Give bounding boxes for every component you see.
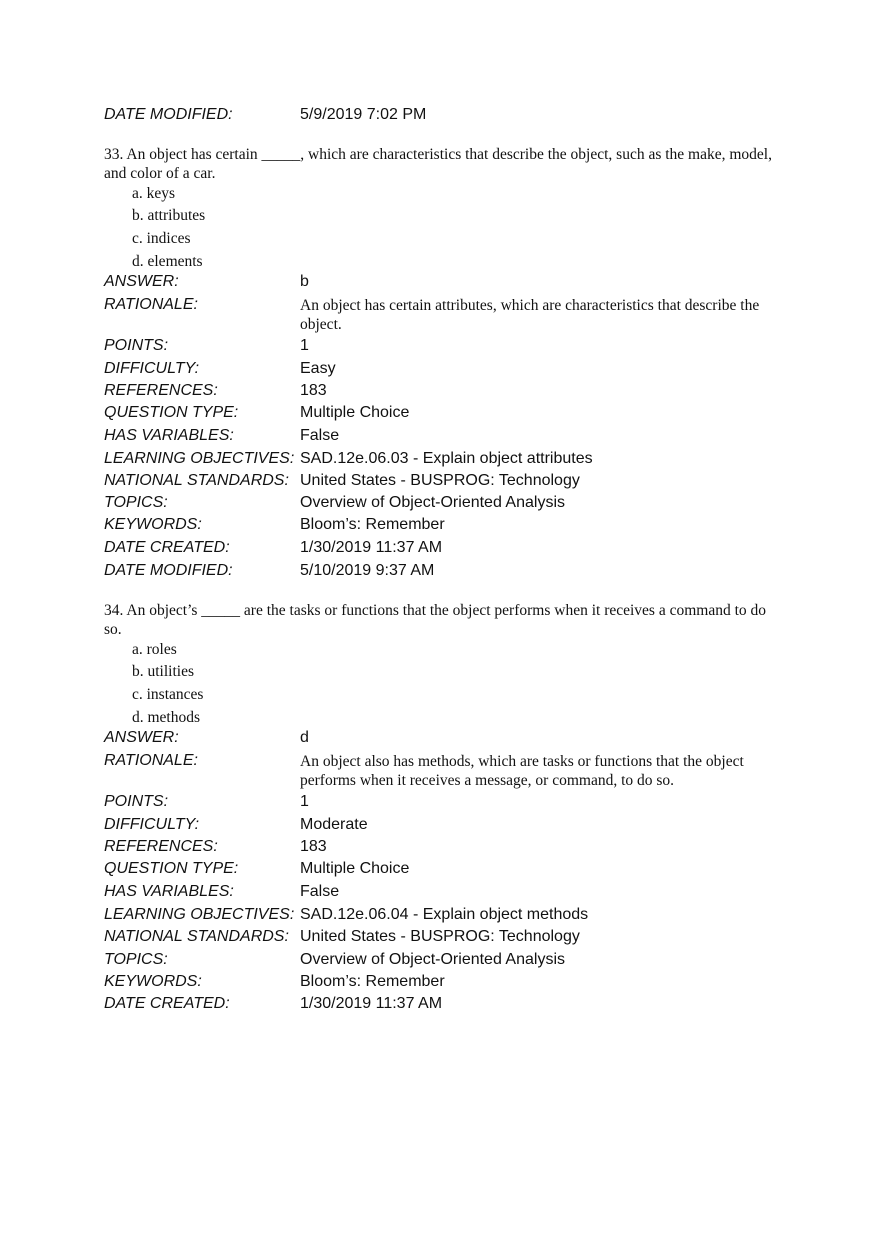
meta-value: 5/9/2019 7:02 PM — [300, 106, 427, 123]
meta-value: Multiple Choice — [300, 860, 410, 877]
meta-value: Overview of Object-Oriented Analysis — [300, 494, 565, 511]
meta-value: 1 — [300, 793, 309, 810]
meta-value: Multiple Choice — [300, 404, 410, 421]
meta-label: TOPICS: — [104, 951, 168, 968]
meta-value: SAD.12e.06.03 - Explain object attributes — [300, 450, 593, 467]
meta-label: POINTS: — [104, 793, 169, 810]
meta-label: DATE MODIFIED: — [104, 106, 233, 123]
meta-value: 1 — [300, 337, 309, 354]
meta-value: Overview of Object-Oriented Analysis — [300, 951, 565, 968]
meta-label: REFERENCES: — [104, 382, 218, 399]
question-34-text: 34. An object’s _____ are the tasks or functions that the object performs when it receives a command to do so. — [104, 602, 767, 638]
question-33-option-b: b. attributes — [132, 207, 206, 224]
question-33-text: 33. An object has certain _____, which are characteristics that describe the object, such as the make, model, and color of a car. — [104, 146, 772, 182]
meta-label: DIFFICULTY: — [104, 816, 200, 833]
rationale-text: An object has certain attributes, which are characteristics that describe the object. — [300, 297, 760, 333]
answer-value: d — [300, 729, 309, 746]
meta-value: Easy — [300, 360, 336, 377]
rationale-label: RATIONALE: — [104, 752, 198, 769]
question-34-option-d: d. methods — [132, 709, 201, 726]
meta-value: SAD.12e.06.04 - Explain object methods — [300, 906, 589, 923]
meta-label: KEYWORDS: — [104, 516, 202, 533]
meta-label: HAS VARIABLES: — [104, 883, 234, 900]
meta-value: False — [300, 883, 340, 900]
meta-label: NATIONAL STANDARDS: — [104, 928, 289, 945]
question-33-option-d: d. elements — [132, 253, 203, 270]
meta-label: LEARNING OBJECTIVES: — [104, 450, 295, 467]
meta-label: REFERENCES: — [104, 838, 218, 855]
meta-value: 5/10/2019 9:37 AM — [300, 562, 435, 579]
meta-label: DATE MODIFIED: — [104, 562, 233, 579]
meta-value: 1/30/2019 11:37 AM — [300, 539, 443, 556]
meta-label: POINTS: — [104, 337, 169, 354]
meta-label: KEYWORDS: — [104, 973, 202, 990]
question-34-option-c: c. instances — [132, 686, 204, 703]
meta-label: QUESTION TYPE: — [104, 404, 239, 421]
meta-label: DATE CREATED: — [104, 995, 230, 1012]
answer-label: ANSWER: — [104, 729, 179, 746]
question-33-option-c: c. indices — [132, 230, 191, 247]
meta-value: 1/30/2019 11:37 AM — [300, 995, 443, 1012]
meta-value: 183 — [300, 838, 327, 855]
meta-value: Bloom’s: Remember — [300, 516, 445, 533]
meta-value: Moderate — [300, 816, 368, 833]
meta-label: DATE CREATED: — [104, 539, 230, 556]
question-34-option-b: b. utilities — [132, 663, 194, 680]
answer-label: ANSWER: — [104, 273, 179, 290]
meta-value: False — [300, 427, 340, 444]
meta-label: QUESTION TYPE: — [104, 860, 239, 877]
meta-value: Bloom’s: Remember — [300, 973, 445, 990]
rationale-text: An object also has methods, which are tasks or functions that the object performs when it receives a message, or command, to do so. — [300, 753, 744, 789]
meta-label: TOPICS: — [104, 494, 168, 511]
meta-label: HAS VARIABLES: — [104, 427, 234, 444]
meta-label: DIFFICULTY: — [104, 360, 200, 377]
question-34-option-a: a. roles — [132, 641, 177, 658]
answer-value: b — [300, 273, 309, 290]
meta-label: LEARNING OBJECTIVES: — [104, 906, 295, 923]
meta-value: United States - BUSPROG: Technology — [300, 928, 580, 945]
meta-value: United States - BUSPROG: Technology — [300, 472, 580, 489]
meta-label: NATIONAL STANDARDS: — [104, 472, 289, 489]
rationale-label: RATIONALE: — [104, 296, 198, 313]
question-33-option-a: a. keys — [132, 185, 176, 202]
meta-value: 183 — [300, 382, 327, 399]
